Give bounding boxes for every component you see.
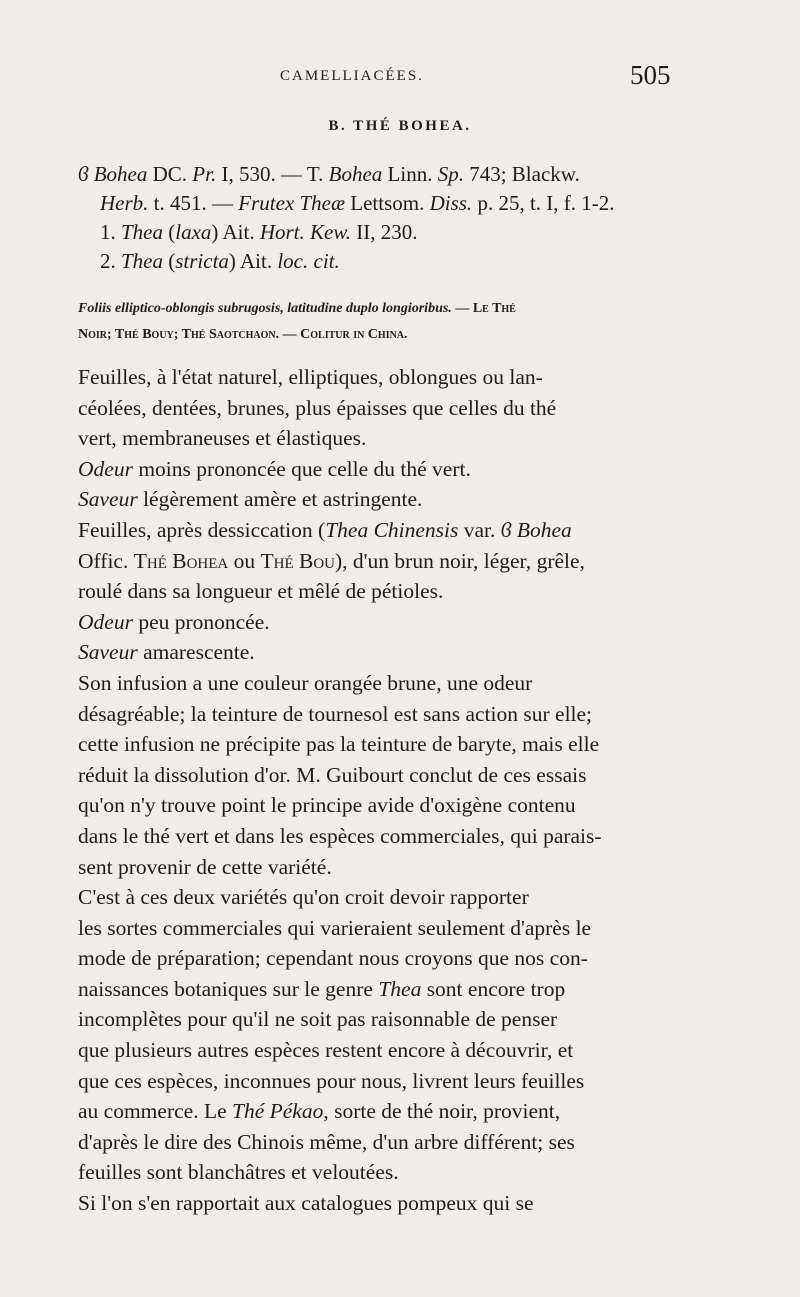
- paragraph-line: qu'on n'y trouve point le principe avide d'oxigène contenu: [78, 793, 576, 818]
- diagnosis-line: [78, 296, 728, 322]
- synonym-line: [78, 160, 728, 189]
- paragraph-line: roulé dans sa longueur et mêlé de pétioles.: [78, 579, 444, 604]
- paragraph-line: désagréable; la teinture de tournesol est sans action sur elle;: [78, 701, 593, 726]
- diagnosis-line: Noir; Thé Bouy; Thé Saotchaon. — Colitur in China.: [78, 327, 408, 342]
- synonym-line: [78, 189, 728, 218]
- text-span: Thé Pékao: [232, 1099, 324, 1124]
- latin-diagnosis: [78, 296, 728, 348]
- synonym-text: p. 25, t. I, f. 1-2.: [472, 191, 615, 215]
- paragraph-line: vert, membraneuses et élastiques.: [78, 426, 367, 451]
- text-span: ϐ Bohea: [500, 517, 572, 542]
- text-span: , sorte de thé noir, provient,: [323, 1099, 561, 1124]
- paragraph-line: d'après le dire des Chinois même, d'un arbre différent; ses: [78, 1129, 575, 1154]
- text-span: Thé Bou: [260, 548, 336, 573]
- variety-text: (: [163, 220, 176, 244]
- odeur-label: Odeur: [78, 456, 133, 481]
- body-text: [78, 362, 718, 1219]
- text-span: Thea: [378, 976, 422, 1001]
- text-span: au commerce. Le: [78, 1099, 232, 1124]
- variety-text: 1.: [100, 220, 121, 244]
- synonym-text: ϐ Bohea: [78, 162, 148, 186]
- variety-text: ) Ait.: [228, 249, 278, 273]
- variety-text: stricta: [175, 249, 229, 273]
- paragraph-line: C'est à ces deux variétés qu'on croit devoir rapporter: [78, 885, 529, 910]
- synonym-text: DC.: [147, 162, 193, 186]
- text-span: Thé Bohea: [133, 548, 229, 573]
- text-span: ou: [228, 548, 261, 573]
- paragraph-line: cette infusion ne précipite pas la teinture de baryte, mais elle: [78, 732, 600, 757]
- saveur-line: [78, 637, 718, 668]
- odeur-line: [78, 454, 718, 485]
- paragraph-line: dans le thé vert et dans les espèces commerciales, qui parais-: [78, 823, 602, 848]
- paragraph-line: mode de préparation; cependant nous croyons que nos con-: [78, 946, 588, 971]
- text-span: var.: [458, 517, 501, 542]
- synonym-text: I, 530. — T.: [216, 162, 329, 186]
- variety-text: ) Ait.: [211, 220, 260, 244]
- saveur-text: amarescente.: [137, 640, 255, 665]
- paragraph-line: [78, 546, 718, 577]
- synonym-text: Bohea: [328, 162, 383, 186]
- saveur-label: Saveur: [78, 640, 138, 665]
- variety-text: loc. cit.: [277, 249, 340, 273]
- paragraph-line: [78, 515, 718, 546]
- synonym-text: Linn.: [382, 162, 438, 186]
- paragraph-line: [78, 1096, 718, 1127]
- paragraph-line: que plusieurs autres espèces restent encore à découvrir, et: [78, 1038, 574, 1063]
- synonym-text: Sp.: [437, 162, 464, 186]
- odeur-text: peu prononcée.: [132, 609, 270, 634]
- paragraph-line: que ces espèces, inconnues pour nous, livrent leurs feuilles: [78, 1068, 585, 1093]
- variety-text: laxa: [175, 220, 212, 244]
- variety-text: II, 230.: [351, 220, 418, 244]
- page-number: 505: [630, 60, 671, 90]
- synonym-text: t. 451. —: [148, 191, 239, 215]
- paragraph-line: Son infusion a une couleur orangée brune, une odeur: [78, 670, 533, 695]
- variety-text: Hort. Kew.: [259, 220, 352, 244]
- odeur-text: moins prononcée que celle du thé vert.: [132, 456, 471, 481]
- odeur-line: [78, 607, 718, 638]
- synonym-text: Lettsom.: [345, 191, 430, 215]
- paragraph-line: [78, 974, 718, 1005]
- paragraph-line: Feuilles, à l'état naturel, elliptiques, oblongues ou lan-: [78, 365, 543, 389]
- text-span: Offic.: [78, 548, 134, 573]
- synonym-text: Diss.: [429, 191, 473, 215]
- paragraph-line: incomplètes pour qu'il ne soit pas raisonnable de penser: [78, 1007, 558, 1032]
- text-span: Feuilles, après dessiccation (: [78, 517, 326, 542]
- saveur-text: légèrement amère et astringente.: [137, 487, 423, 512]
- running-title: CAMELLIACÉES.: [280, 68, 424, 84]
- variety-line: [78, 247, 728, 276]
- text-span: sont encore trop: [421, 976, 566, 1001]
- variety-line: [78, 218, 728, 247]
- diagnosis-text: — Le Thé: [451, 301, 516, 316]
- text-span: Thea Chinensis: [325, 517, 459, 542]
- synonym-text: Herb.: [100, 191, 149, 215]
- variety-text: Thea: [121, 220, 163, 244]
- text-span: naissances botaniques sur le genre: [78, 976, 379, 1001]
- paragraph-line: les sortes commerciales qui varieraient seulement d'après le: [78, 915, 592, 940]
- saveur-line: [78, 484, 718, 515]
- odeur-label: Odeur: [78, 609, 133, 634]
- paragraph-line: Si l'on s'en rapportait aux catalogues pompeux qui se: [78, 1191, 534, 1216]
- running-head: [0, 60, 800, 96]
- synonym-text: 743; Blackw.: [463, 162, 580, 186]
- synonymy-block: [78, 160, 728, 276]
- saveur-label: Saveur: [78, 487, 138, 512]
- paragraph-line: sent provenir de cette variété.: [78, 854, 332, 879]
- variety-text: 2.: [100, 249, 121, 273]
- paragraph-line: céolées, dentées, brunes, plus épaisses que celles du thé: [78, 395, 557, 420]
- synonym-text: Pr.: [192, 162, 217, 186]
- variety-text: (: [163, 249, 176, 273]
- paragraph-line: feuilles sont blanchâtres et veloutées.: [78, 1160, 399, 1185]
- variety-text: Thea: [121, 249, 163, 273]
- diagnosis-text: Foliis elliptico-oblongis subrugosis, latitudine duplo longioribus.: [78, 301, 452, 316]
- synonym-text: Frutex Theæ: [238, 191, 345, 215]
- section-title: B. THÉ BOHEA.: [328, 118, 472, 134]
- paragraph-line: réduit la dissolution d'or. M. Guibourt conclut de ces essais: [78, 762, 587, 787]
- text-span: ), d'un brun noir, léger, grêle,: [335, 548, 585, 573]
